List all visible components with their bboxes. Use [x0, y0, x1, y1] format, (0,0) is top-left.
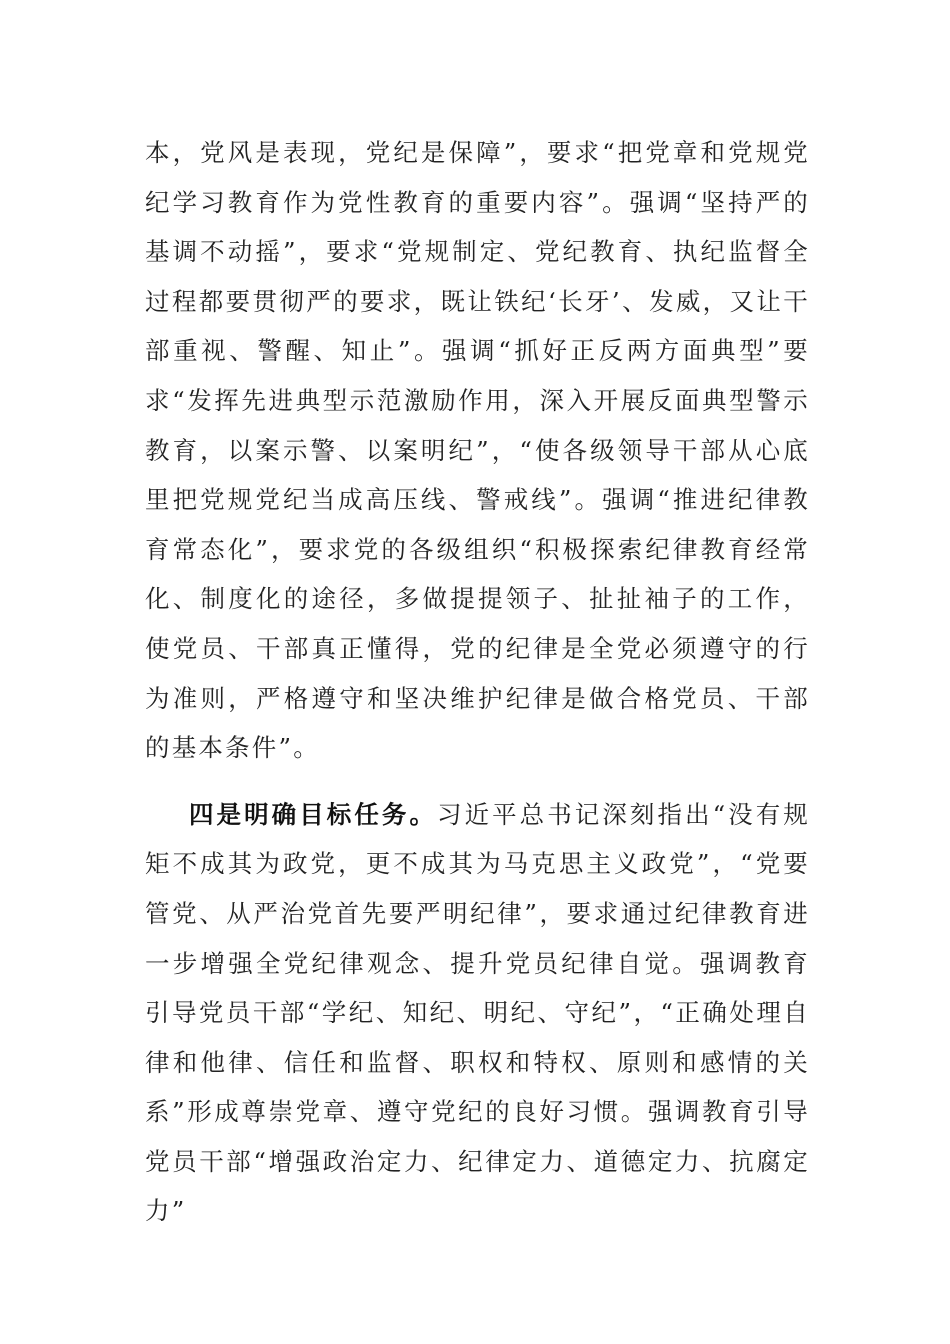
paragraph-2 — [145, 790, 810, 1236]
paragraph-2-lead-heading: 四是明确目标任务。 — [189, 799, 438, 829]
paragraph-1: 本，党风是表现，党纪是保障”，要求“把党章和党规党纪学习教育作为党性教育的重要内容”。强调“坚持严的基调不动摇”，要求“党规制定、党纪教育、执纪监督全过程都要贯彻严的要求，既让铁纪‘长牙’、发威，又让干部重视、警醒、知止”。强调“抓好正反两方面典型”要求“发挥先进典型示范激励作用，深入开展反面典型警示教育，以案示警、以案明纪”，“使各级领导干部从心底里把党规党纪当成高压线、警戒线”。强调“推进纪律教育常态化”，要求党的各级组织“积极探索纪律教育经常化、制度化的途径，多做提提领子、扯扯袖子的工作，使党员、干部真正懂得，党的纪律是全党必须遵守的行为准则，严格遵守和坚决维护纪律是做合格党员、干部的基本条件”。 — [145, 138, 810, 763]
paragraph-2-body: 习近平总书记深刻指出“没有规矩不成其为政党，更不成其为马克思主义政党”，“党要管党、从严治党首先要严明纪律”，要求通过纪律教育进一步增强全党纪律观念、提升党员纪律自觉。强调教育引导党员干部“学纪、知纪、明纪、守纪”，“正确处理自律和他律、信任和监督、职权和特权、原则和感情的关系”形成尊崇党章、遵守党纪的良好习惯。强调教育引导党员干部“增强政治定力、纪律定力、道德定力、抗腐定力” — [145, 799, 810, 1226]
document-body — [145, 128, 810, 1236]
